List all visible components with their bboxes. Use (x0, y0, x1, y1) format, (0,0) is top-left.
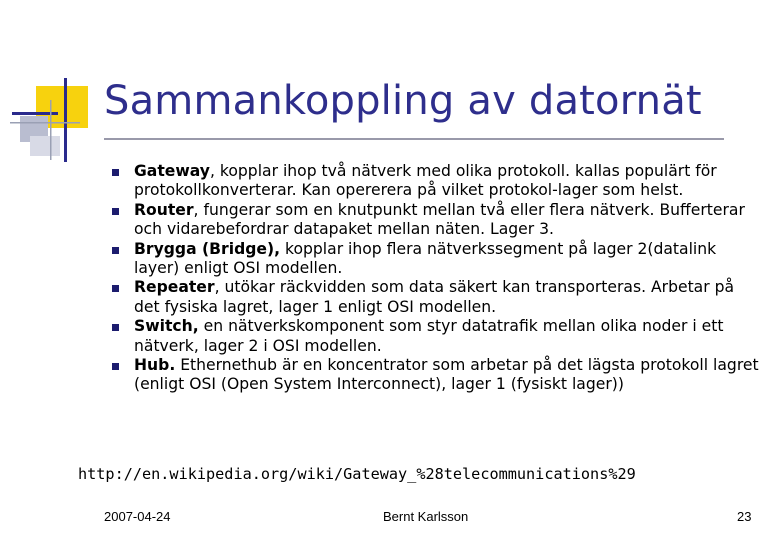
page-number: 23 (737, 509, 752, 524)
bullet-text: , kopplar ihop två nätverk med olika protokoll. kallas populärt för protokollkonverterar. Kan opererera på vilket protokol-lager som helst. (134, 162, 717, 200)
square-bullet-icon (112, 247, 119, 254)
bullet-term: Brygga (Bridge), (134, 239, 281, 258)
bullet-text: , utökar räckvidden som data säkert kan transporteras. Arbetar på det fysiska lagret, lager 1 enligt OSI modellen. (134, 278, 735, 316)
square-bullet-icon (112, 285, 119, 292)
bullet-text: Ethernethub är en koncentrator som arbetar på det lägsta protokoll lagret (enligt OSI (Open System Interconnect), lager 1 (fysiskt lager)) (134, 356, 759, 394)
bullet-list (112, 162, 762, 395)
bullet-item-hub (112, 356, 762, 395)
bullet-item-bridge (112, 240, 762, 279)
square-bullet-icon (112, 363, 119, 370)
bullet-term: Gateway (134, 162, 210, 180)
title-underline (104, 138, 724, 140)
bullet-term: Repeater (134, 278, 215, 297)
reference-url[interactable]: http://en.wikipedia.org/wiki/Gateway_%28telecommunications%29 (78, 465, 636, 483)
footer-author: Bernt Karlsson (383, 509, 469, 524)
bullet-text: , fungerar som en knutpunkt mellan två eller flera nätverk. Bufferterar och vidarebefordrar datapaket mellan näten. Lager 3. (134, 200, 745, 239)
footer-date: 2007-04-24 (104, 509, 171, 524)
bullet-item-router (112, 201, 762, 240)
bullet-item-switch (112, 317, 762, 356)
square-bullet-icon (112, 169, 119, 176)
decorative-logo (0, 0, 110, 170)
square-bullet-icon (112, 208, 119, 215)
bullet-term: Switch, (134, 317, 199, 336)
bullet-item-repeater (112, 278, 762, 317)
bullet-text: kopplar ihop flera nätverkssegment på lager 2(datalink layer) enligt OSI modellen. (134, 239, 717, 278)
bullet-item-gateway (112, 162, 762, 201)
bullet-term: Router (134, 200, 194, 219)
square-bullet-icon (112, 324, 119, 331)
bullet-term: Hub. (134, 356, 176, 375)
bullet-text: en nätverkskomponent som styr datatrafik mellan olika noder i ett nätverk, lager 2 i OSI modellen. (134, 317, 724, 355)
slide-title: Sammankoppling av datornät (104, 78, 702, 124)
